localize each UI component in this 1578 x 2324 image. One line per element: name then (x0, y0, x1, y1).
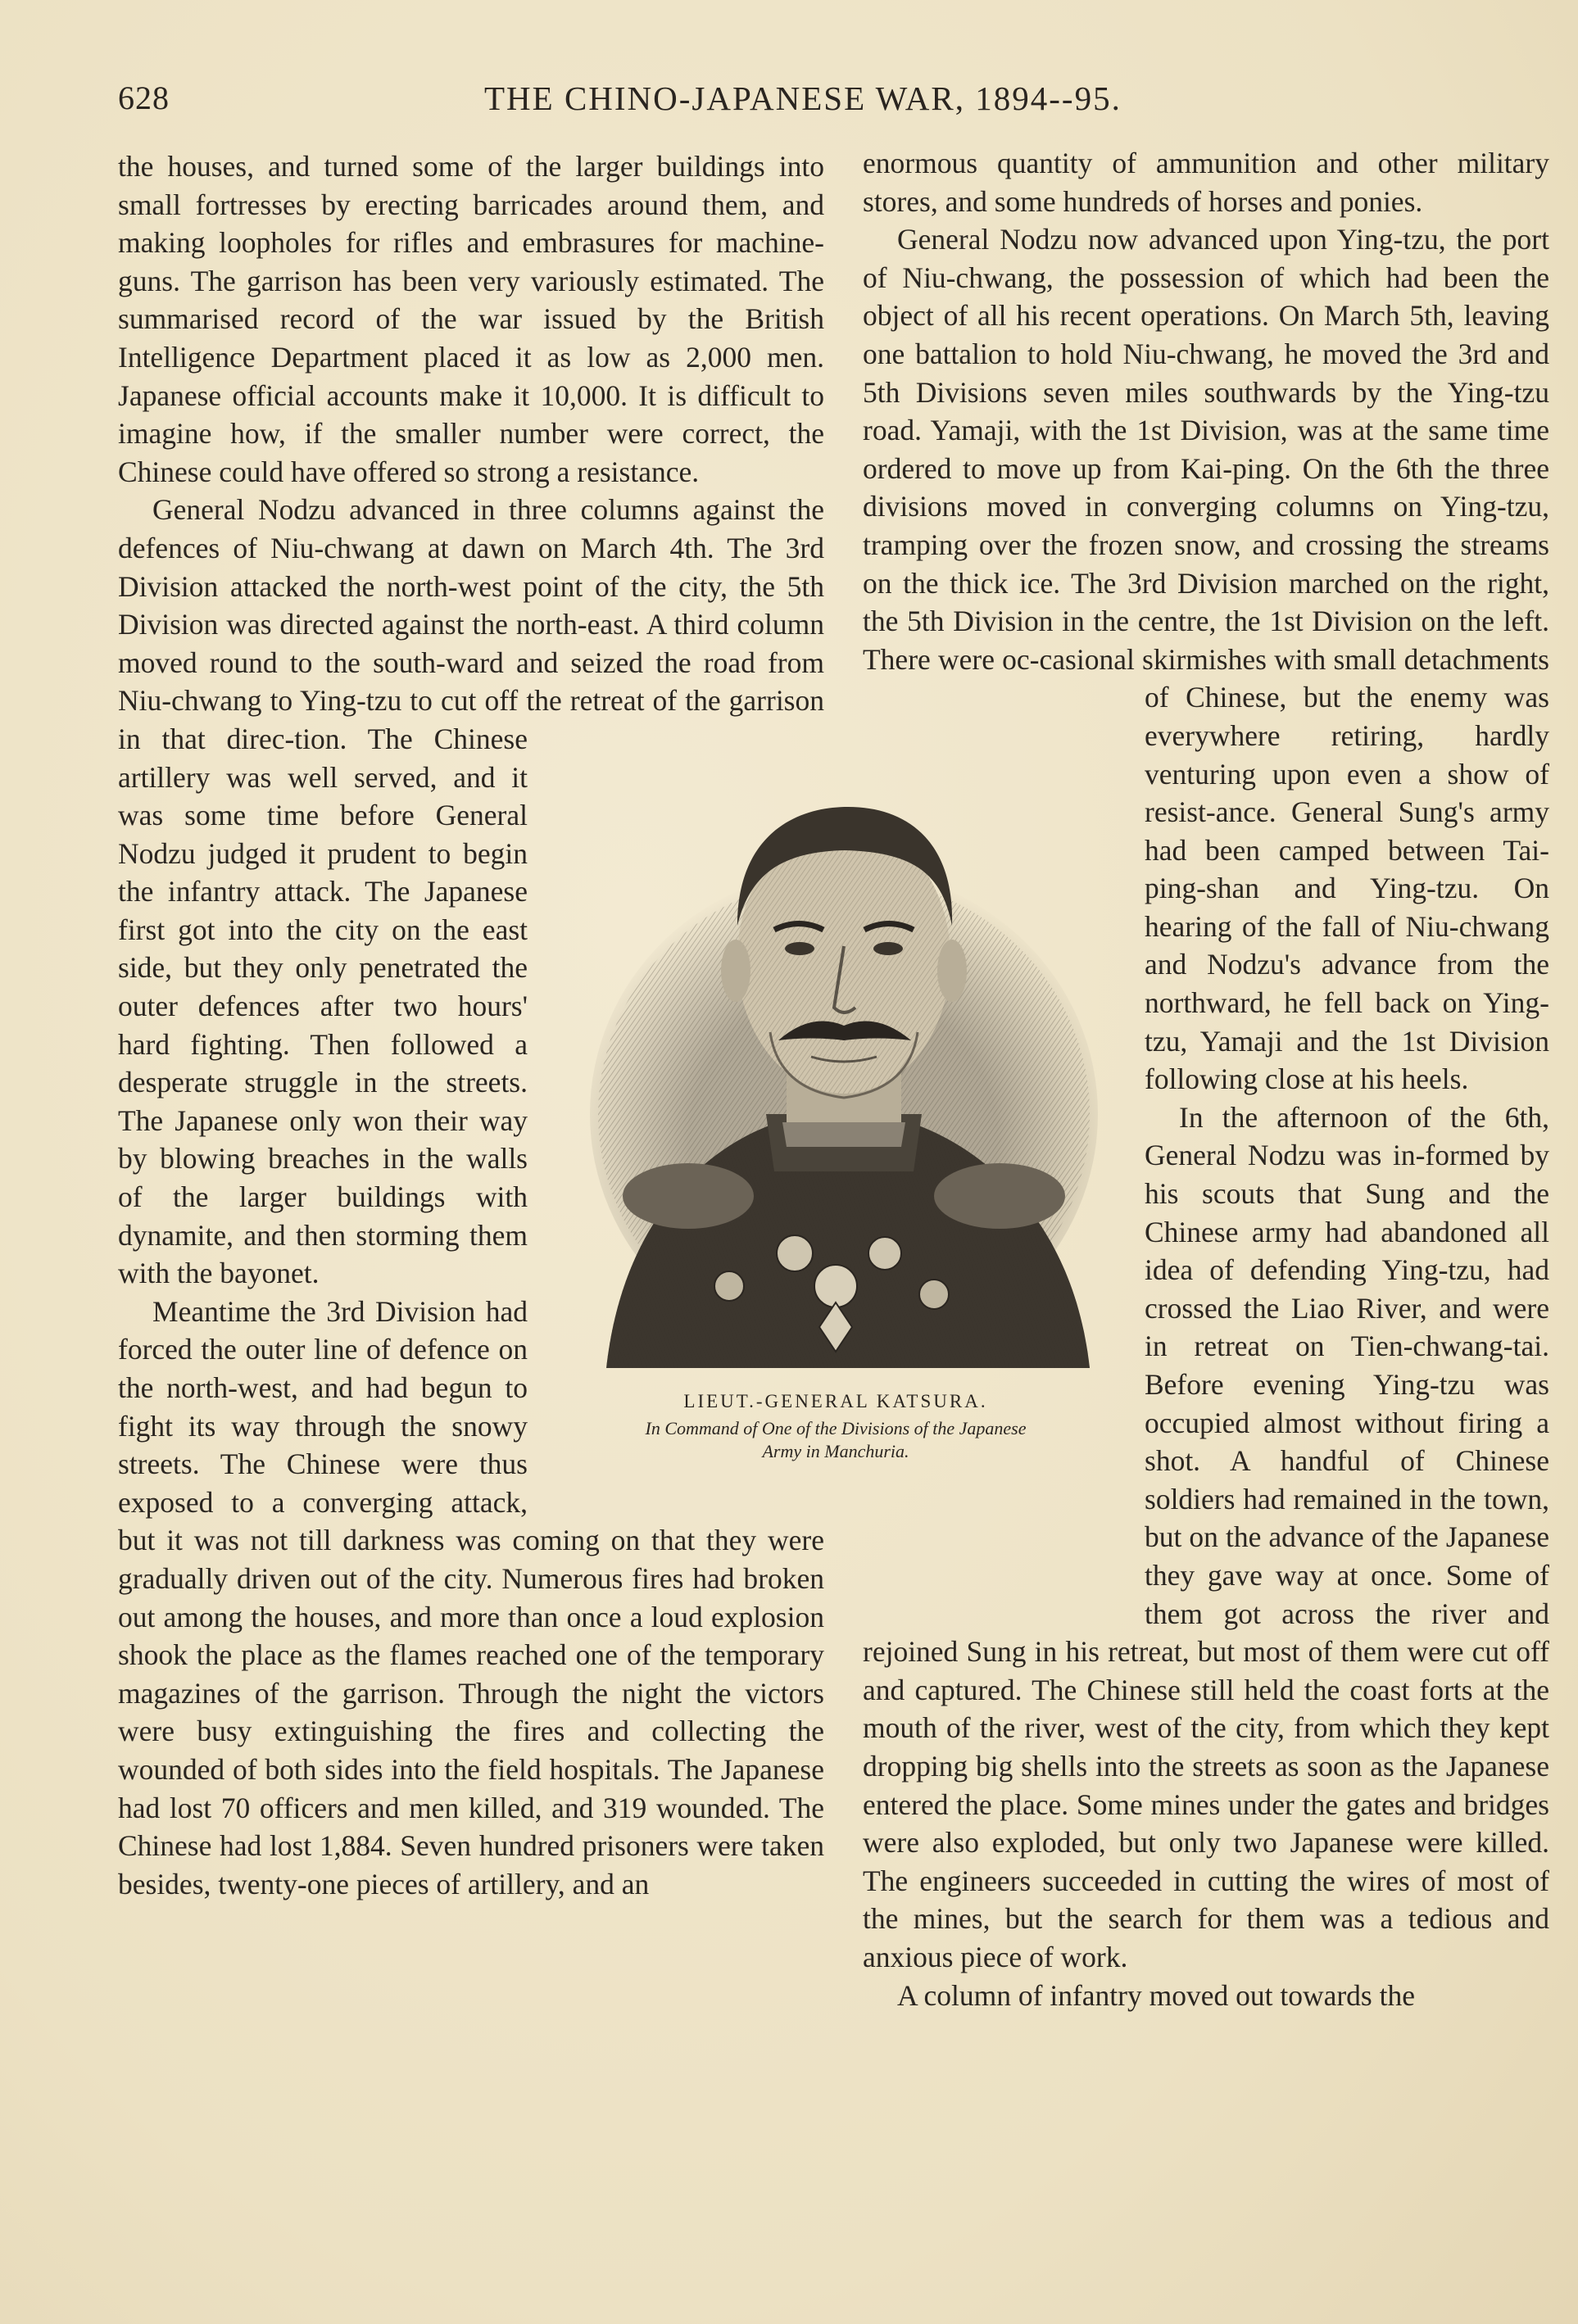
right-paragraph-4: A column of infantry moved out towards the (897, 1978, 1415, 2012)
page-number: 628 (118, 79, 170, 116)
portrait-engraving (590, 762, 1098, 1368)
figure-caption-subtitle (557, 1417, 1114, 1463)
running-head (118, 79, 1199, 128)
left-paragraph-3: Meantime the 3rd Division had forced the outer line of defence on the north-west, and had begun to fight its way through the snowy streets. The Chinese were thus exposed to a converging attack, but it was not till darkness was coming on that they were gradually driven out of the city. Numerous fires had broken out among the houses, and more than once a loud explosion shook the place as the flames reached one of the temporary magazines of the garrison. Through the night the victors were busy extinguishing the fires and collecting the wounded of both sides into the field hospitals. The Japanese had lost 70 officers and men killed, and 319 wounded. The Chinese had lost 1,884. Seven hundred prisoners were taken besides, twenty-one pieces of artillery, and an (118, 1294, 824, 1900)
right-paragraph-2: General Nodzu now advanced upon Ying-tzu, the port of Niu-chwang, the possession of which had been the object of all his recent operations. On March 5th, leaving one battalion to hold Niu-chwang, he moved the 3rd and 5th Divisions seven miles southwards by the Ying-tzu road. Yamaji, with the 1st Division, was at the same time ordered to move up from Kai-ping. On the 6th the three divisions moved in converging columns on Ying-tzu, tramping over the frozen snow, and crossing the streams on the thick ice. The 3rd Division marched on the right, the 5th Division in the centre, the 1st Division on the left. There were oc-casional skirmishes with small detachments of Chinese, but the enemy was everywhere retiring, hardly venturing upon even a show of resist-ance. General Sung's army had been camped between Tai-ping-shan and Ying-tzu. On hearing of the fall of Niu-chwang and Nodzu's advance from the northward, he fell back on Ying-tzu, Yamaji and the 1st Division following close at his heels. (863, 223, 1549, 1096)
figure-caption-title: LIEUT.-GENERAL KATSURA. (683, 1391, 988, 1411)
portrait-figure (557, 762, 1114, 1475)
left-paragraph-1: the houses, and turned some of the larger buildings into small fortresses by erecting barricades around them, and making loopholes for rifles and embrasures for machine-guns. The garrison has been very variously estimated. The summarised record of the war issued by the British Intelligence Department placed it as low as 2,000 men. Japanese official accounts make it 10,000. It is difficult to imagine how, if the smaller number were correct, the Chinese could have offered so strong a resistance. (118, 150, 824, 488)
right-paragraph-3: In the afternoon of the 6th, General Nodzu was in-formed by his scouts that Sung and the Chinese army had abandoned all idea of defending Ying-tzu, had crossed the Liao River, and were in retreat on Tien-chwang-tai. Before evening Ying-tzu was occupied almost without firing a shot. A handful of Chinese soldiers had remained in the town, but on the advance of the Japanese they gave way at once. Some of them got across the river and rejoined Sung in his retreat, but most of them were cut off and captured. The Chinese still held the coast forts at the mouth of the river, west of the city, from which they kept dropping big shells into the streets as soon as the Japanese entered the place. Some mines under the gates and bridges were also exploded, but only two Japanese were killed. The engineers succeeded in cutting the wires of most of the mines, but the search for them was a tedious and anxious piece of work. (863, 1100, 1549, 1973)
left-paragraph-2: General Nodzu advanced in three columns against the defences of Niu-chwang at dawn on March 4th. The 3rd Division attacked the north-west point of the city, the 5th Division was directed against the north-east. A third column moved round to the south-ward and seized the road from Niu-chwang to Ying-tzu to cut off the retreat of the garrison in that direc-tion. The Chinese artillery was well served, and it was some time before General Nodzu judged it prudent to begin the infantry attack. The Japanese first got into the city on the east side, but they only penetrated the outer defences after two hours' hard fighting. Then followed a desperate struggle in the streets. The Japanese only won their way by blowing breaches in the walls of the larger buildings with dynamite, and then storming them with the bayonet. (118, 493, 824, 1290)
right-paragraph-1: enormous quantity of ammunition and other military stores, and some hundreds of horses and ponies. (863, 147, 1549, 218)
figure-caption-line-2: Army in Manchuria. (762, 1441, 909, 1461)
figure-caption-line-1: In Command of One of the Divisions of the Japanese (645, 1418, 1027, 1438)
running-title: THE CHINO-JAPANESE WAR, 1894--95. (484, 79, 1122, 117)
